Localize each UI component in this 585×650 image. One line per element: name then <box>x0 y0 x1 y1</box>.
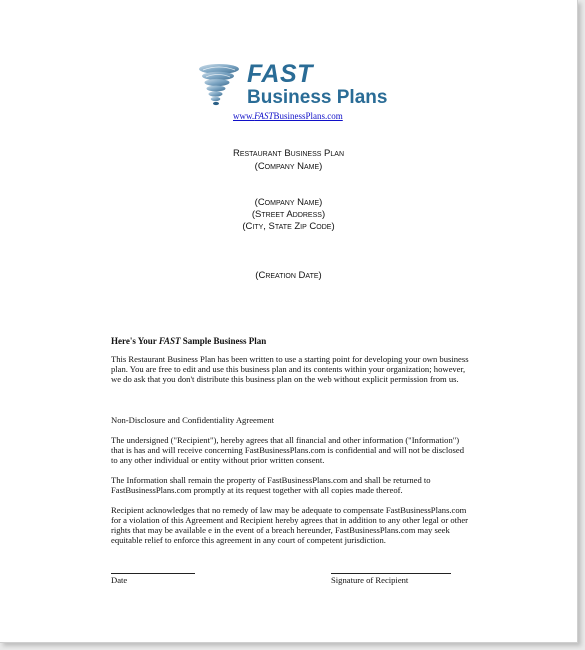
street-address-field: (Street Address) <box>251 209 326 220</box>
agreement-title: Non-Disclosure and Confidentiality Agreement <box>111 415 275 425</box>
url-prefix: www. <box>233 111 255 121</box>
intro-section <box>111 336 471 384</box>
intro-heading <box>111 336 471 346</box>
recipient-signature-label: Signature of Recipient <box>331 575 409 585</box>
intro-heading-brand: FAST <box>158 336 181 346</box>
url-suffix: BusinessPlans.com <box>273 111 343 121</box>
agreement-section <box>111 415 471 545</box>
agreement-paragraph-2: The Information shall remain the property of FastBusinessPlans.com and shall be returned to FastBusinessPlans.com promptly at its request together with all copies made thereof. <box>111 475 431 495</box>
logo <box>197 60 387 110</box>
plan-title: Restaurant Business Plan <box>232 148 345 159</box>
tornado-icon <box>197 62 241 108</box>
url-brand: FAST <box>254 111 274 121</box>
agreement-paragraph-3: Recipient acknowledges that no remedy of law may be adequate to compensate FastBusinessPlans.com for a violation of this Agreement and Recipient hereby agrees that in addition to any other legal or other rights that may be available e in the event of a breach hereunder, FastBusinessPlans.com may seek equitable relief to enforce this agreement in any court of competent jurisdiction. <box>111 505 469 545</box>
intro-paragraph: This Restaurant Business Plan has been written to use a starting point for developing your own business plan. You are free to edit and use this business plan and its contents within your organization; however, we do ask that you don't distribute this business plan on the web without explicit permission from us. <box>111 354 469 384</box>
logo-fast-text: FAST <box>247 60 313 88</box>
recipient-signature-line <box>331 573 451 574</box>
city-state-zip-field: (City, State Zip Code) <box>242 221 335 232</box>
intro-heading-prefix: Here's Your <box>111 336 159 346</box>
intro-heading-suffix: Sample Business Plan <box>180 336 267 346</box>
logo-business-plans-text: Business Plans <box>247 87 388 108</box>
agreement-paragraph-1: The undersigned ("Recipient"), hereby agrees that all financial and other information ("Information") that is has and will receive concerning FastBusinessPlans.com is confidential and will not be disclosed to any other individual or entity without prior written consent. <box>111 435 464 465</box>
company-name-field: (Company Name) <box>254 197 323 208</box>
creation-date-field: (Creation Date) <box>255 270 322 281</box>
date-label: Date <box>111 575 128 585</box>
date-signature-line <box>111 573 195 574</box>
website-link[interactable] <box>233 111 343 121</box>
company-name-heading: (Company Name) <box>254 161 323 172</box>
